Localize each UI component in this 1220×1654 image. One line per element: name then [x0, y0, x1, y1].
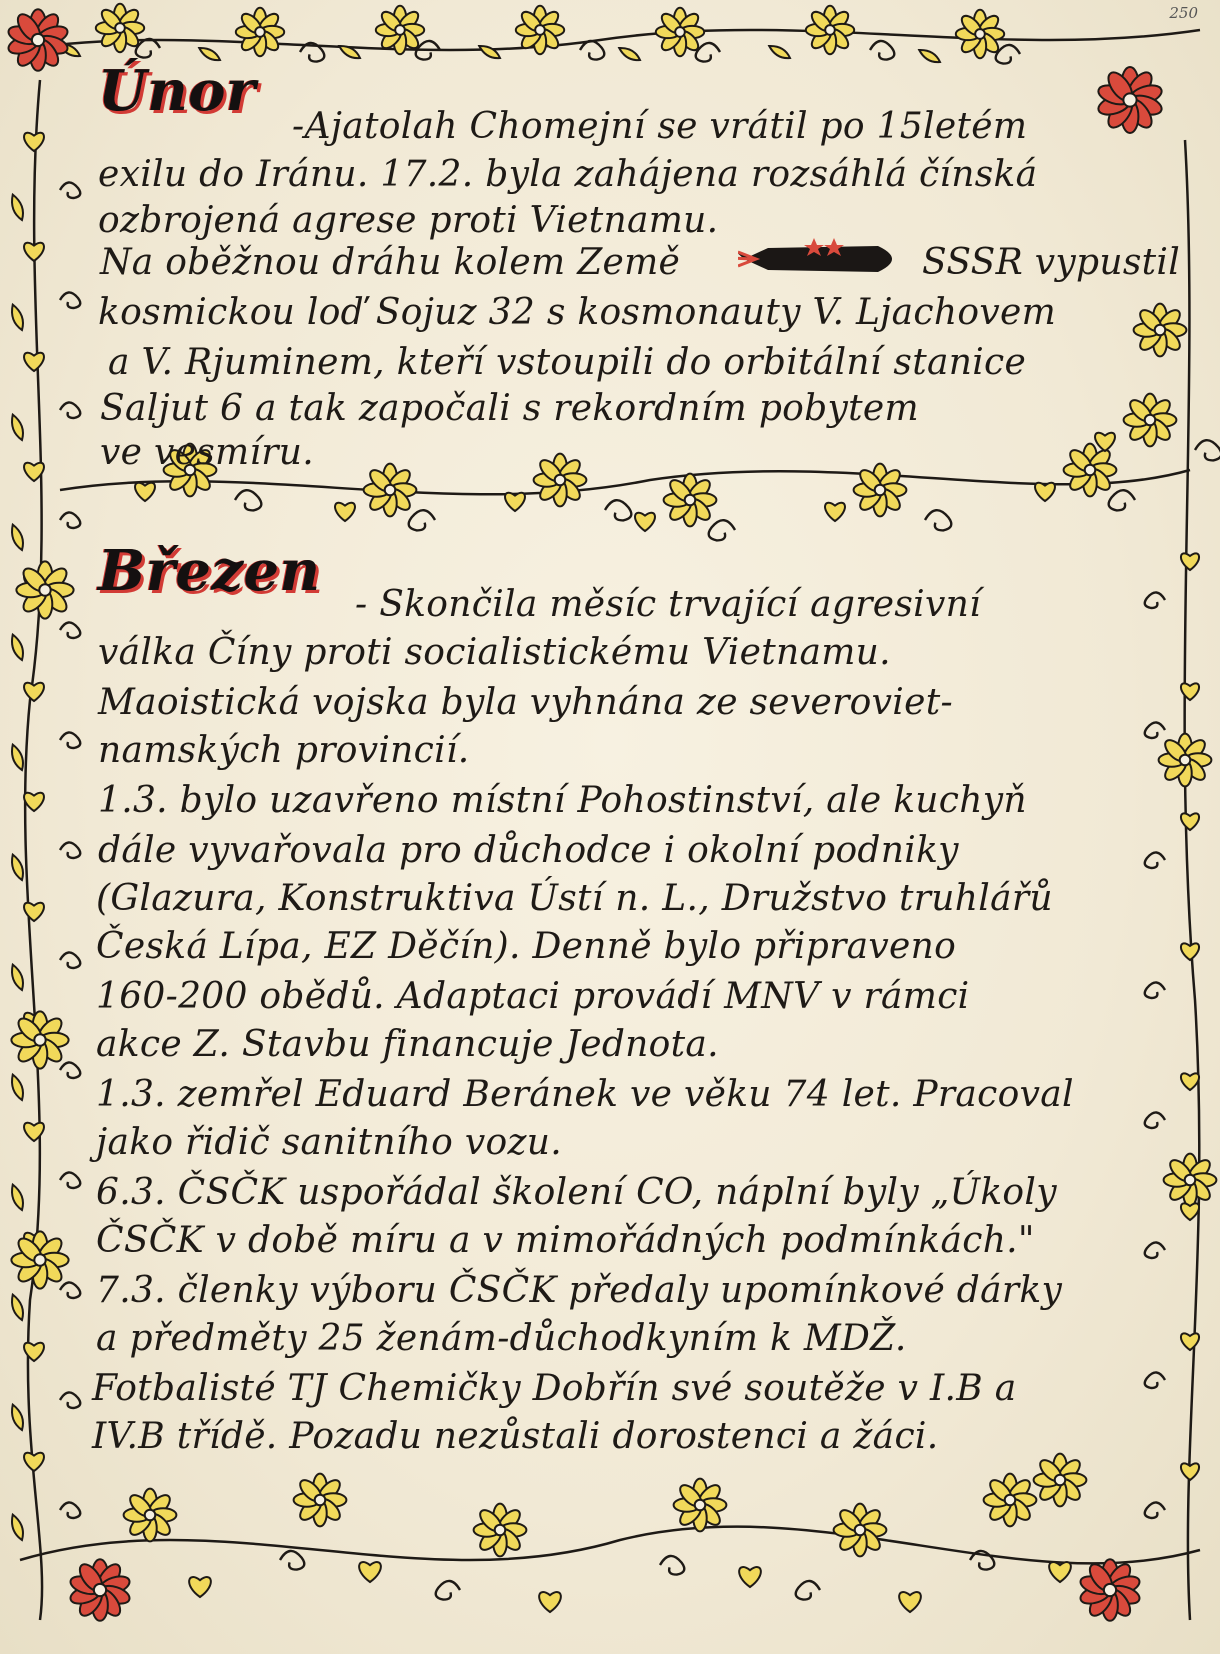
- leaf: [9, 303, 27, 331]
- text-line: ČSČK v době míru a v mimořádných podmínkách.": [96, 1220, 1035, 1261]
- scroll-curl: [1145, 1372, 1165, 1388]
- text-line: SSSR vypustil: [922, 242, 1181, 283]
- leaf: [9, 1183, 27, 1211]
- yellow-flower-icon: [1159, 734, 1212, 787]
- scroll-curl: [60, 952, 80, 968]
- text-line: 7.3. členky výboru ČSČK předaly upomínkové dárky: [96, 1270, 1063, 1311]
- yellow-flower-icon: [474, 1504, 527, 1557]
- scroll-curl: [136, 39, 160, 58]
- heart-leaf: [24, 353, 44, 371]
- heart-leaf: [24, 903, 44, 921]
- page-number: 250: [1169, 4, 1198, 22]
- text-line: Maoistická vojska byla vyhnána ze severoviet-: [98, 682, 953, 723]
- heart-leaf: [135, 483, 155, 501]
- scroll-curl: [796, 1581, 820, 1600]
- scroll-curl: [60, 182, 80, 198]
- scroll-curl: [1145, 1112, 1165, 1128]
- text-line: a předměty 25 ženám-důchodkyním k MDŽ.: [96, 1318, 907, 1359]
- scroll-curl: [1145, 982, 1165, 998]
- red-flower-icon: [1078, 1559, 1141, 1621]
- text-line: 6.3. ČSČK uspořádal školení CO, náplní byly „Úkoly: [96, 1172, 1057, 1213]
- scroll-curl: [1145, 592, 1165, 608]
- scroll-curl: [1145, 1502, 1165, 1518]
- heart-leaf: [24, 243, 44, 261]
- text-line: dále vyvařovala pro důchodce i okolní podniky: [98, 830, 959, 871]
- scroll-curl: [60, 1502, 80, 1518]
- leaf: [917, 47, 942, 66]
- scroll-curl: [60, 1172, 80, 1188]
- scroll-curl: [1145, 852, 1165, 868]
- scroll-curl: [235, 490, 261, 510]
- month-heading-unor: Únor: [98, 58, 256, 124]
- text-line: (Glazura, Konstruktiva Ústí n. L., Družstvo truhlářů: [96, 878, 1053, 919]
- scroll-curl: [60, 1282, 80, 1298]
- scroll-curl: [580, 41, 604, 60]
- scroll-curl: [996, 45, 1020, 64]
- heart-leaf: [899, 1592, 921, 1612]
- yellow-flower-icon: [294, 1474, 347, 1527]
- scroll-curl: [60, 512, 80, 528]
- yellow-flower-icon: [656, 8, 704, 56]
- heart-leaf: [24, 683, 44, 701]
- text-line: Na oběžnou dráhu kolem Země: [100, 242, 681, 283]
- yellow-flower-icon: [11, 1231, 68, 1288]
- heart-leaf: [24, 793, 44, 811]
- heart-leaf: [1181, 1463, 1199, 1480]
- heart-leaf: [24, 133, 44, 151]
- scroll-curl: [409, 510, 435, 530]
- heart-leaf: [1181, 1203, 1199, 1220]
- scroll-curl: [709, 520, 735, 540]
- leaf: [767, 43, 792, 62]
- text-line: Fotbalisté TJ Chemičky Dobřín své soutěže v I.B a: [92, 1368, 1017, 1409]
- heart-leaf: [739, 1567, 761, 1587]
- heart-leaf: [1181, 813, 1199, 830]
- text-line: jako řidič sanitního vozu.: [96, 1122, 562, 1163]
- text-line: IV.B třídě. Pozadu nezůstali dorostenci a žáci.: [92, 1416, 939, 1457]
- yellow-flower-icon: [984, 1474, 1037, 1527]
- heart-leaf: [359, 1562, 381, 1582]
- scroll-curl: [60, 292, 80, 308]
- vine-left: [25, 80, 42, 1620]
- leaf: [9, 963, 27, 991]
- heart-leaf: [825, 503, 845, 521]
- yellow-flower-icon: [124, 1489, 177, 1542]
- heart-leaf: [635, 513, 655, 531]
- text-line: ozbrojená agrese proti Vietnamu.: [98, 200, 719, 241]
- text-line: -Ajatolah Chomejní se vrátil po 15letém: [292, 106, 1028, 147]
- leaf: [9, 743, 27, 771]
- scroll-curl: [925, 510, 951, 530]
- scroll-curl: [605, 500, 631, 520]
- scroll-curl: [1195, 440, 1220, 460]
- heart-leaf: [505, 493, 525, 511]
- heart-leaf: [1181, 943, 1199, 960]
- leaf: [9, 633, 27, 661]
- leaf: [9, 1403, 27, 1431]
- leaf: [9, 1073, 27, 1101]
- yellow-flower-icon: [11, 1011, 68, 1068]
- text-line: 1.3. bylo uzavřeno místní Pohostinství, ale kuchyň: [98, 780, 1027, 821]
- yellow-flower-icon: [236, 8, 284, 56]
- yellow-flower-icon: [1164, 1154, 1217, 1207]
- scroll-curl: [696, 43, 720, 62]
- yellow-flower-icon: [534, 454, 587, 507]
- heart-leaf: [1181, 553, 1199, 570]
- vine-top: [20, 30, 1200, 50]
- leaf: [9, 413, 27, 441]
- heart-leaf: [24, 1453, 44, 1471]
- heart-leaf: [1049, 1562, 1071, 1582]
- yellow-flower-icon: [674, 1479, 727, 1532]
- yellow-flower-icon: [376, 6, 424, 54]
- scroll-curl: [60, 402, 80, 418]
- text-line: a V. Rjuminem, kteří vstoupili do orbitální stanice: [108, 342, 1027, 383]
- text-line: namských provincií.: [98, 730, 470, 771]
- rocket-drawing: [738, 234, 908, 284]
- scroll-curl: [60, 622, 80, 638]
- leaf: [617, 45, 642, 64]
- scroll-curl: [60, 732, 80, 748]
- scroll-curl: [1145, 722, 1165, 738]
- scroll-curl: [280, 1551, 304, 1570]
- heart-leaf: [1035, 483, 1055, 501]
- yellow-flower-icon: [806, 6, 854, 54]
- heart-leaf: [189, 1577, 211, 1597]
- text-line: - Skončila měsíc trvající agresivní: [355, 584, 981, 625]
- text-line: Česká Lípa, EZ Děčín). Denně bylo připraveno: [96, 926, 957, 967]
- yellow-flower-icon: [1124, 394, 1177, 447]
- heart-leaf: [1181, 1073, 1199, 1090]
- yellow-flower-icon: [16, 561, 73, 618]
- scroll-curl: [1145, 1242, 1165, 1258]
- scroll-curl: [60, 1062, 80, 1078]
- leaf: [9, 1293, 27, 1321]
- leaf: [337, 43, 362, 62]
- scroll-curl: [60, 1392, 80, 1408]
- yellow-flower-icon: [834, 1504, 887, 1557]
- scroll-curl: [870, 41, 894, 60]
- yellow-flower-icon: [96, 4, 144, 52]
- scroll-curl: [60, 842, 80, 858]
- text-line: ve vesmíru.: [100, 432, 314, 473]
- yellow-flower-icon: [854, 464, 907, 517]
- text-line: 160-200 obědů. Adaptaci provádí MNV v rámci: [96, 976, 970, 1017]
- yellow-flower-icon: [1064, 444, 1117, 497]
- leaf: [477, 43, 502, 62]
- red-flower-icon: [68, 1559, 131, 1621]
- red-flower-icon: [1096, 67, 1164, 133]
- red-flower-icon: [6, 9, 69, 71]
- yellow-flower-icon: [364, 464, 417, 517]
- scroll-curl: [436, 1581, 460, 1600]
- heart-leaf: [1095, 433, 1115, 451]
- vine-bottom: [20, 1527, 1200, 1564]
- yellow-flower-icon: [664, 474, 717, 527]
- text-line: válka Číny proti socialistickému Vietnamu.: [98, 632, 891, 673]
- scroll-curl: [1109, 490, 1135, 510]
- heart-leaf: [539, 1592, 561, 1612]
- month-heading-brezen: Březen: [98, 538, 321, 604]
- heart-leaf: [335, 503, 355, 521]
- text-line: 1.3. zemřel Eduard Beránek ve věku 74 let. Pracoval: [96, 1074, 1074, 1115]
- text-line: exilu do Iránu. 17.2. byla zahájena rozsáhlá čínská: [98, 154, 1038, 195]
- yellow-flower-icon: [1034, 1454, 1087, 1507]
- leaf: [9, 523, 27, 551]
- vine-right: [1185, 140, 1200, 1620]
- heart-leaf: [1181, 1333, 1199, 1350]
- yellow-flower-icon: [516, 6, 564, 54]
- yellow-flower-icon: [1134, 304, 1187, 357]
- yellow-flower-icon: [956, 10, 1004, 58]
- text-line: kosmickou loď Sojuz 32 s kosmonauty V. Ljachovem: [98, 292, 1057, 333]
- scroll-curl: [660, 1556, 684, 1575]
- leaf: [9, 193, 27, 221]
- text-line: Saljut 6 a tak započali s rekordním pobytem: [100, 388, 919, 429]
- leaf: [9, 853, 27, 881]
- leaf: [9, 1513, 27, 1541]
- text-line: akce Z. Stavbu financuje Jednota.: [96, 1024, 719, 1065]
